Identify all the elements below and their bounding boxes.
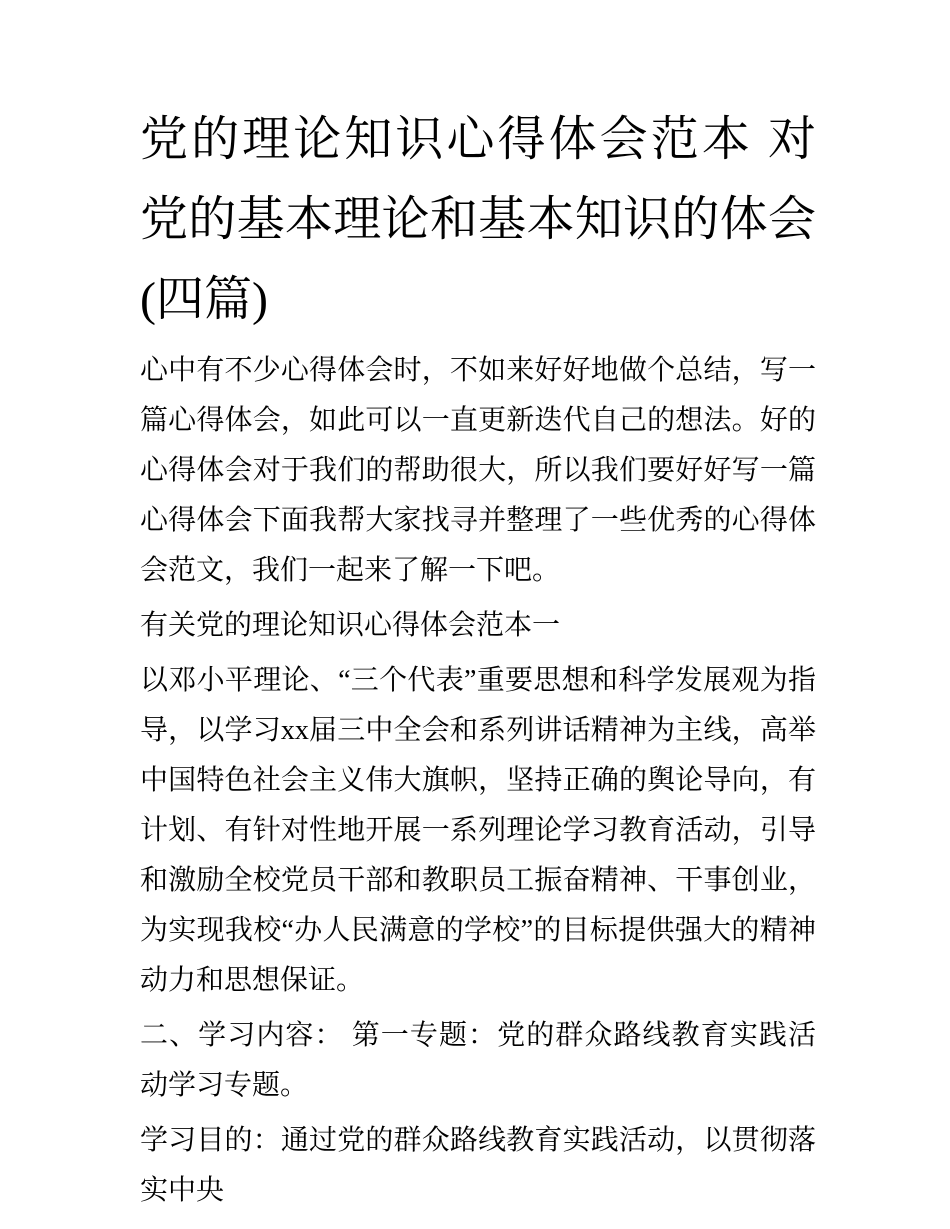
paragraph-study-purpose: 学习目的：通过党的群众路线教育实践活动，以贯彻落实中央 [140, 1125, 816, 1206]
paragraph-guiding-ideology: 以邓小平理论、“三个代表”重要思想和科学发展观为指导，以学习xx届三中全会和系列讲话精神为主线，高举中国特色社会主义伟大旗帜，坚持正确的舆论导向，有计划、有针对性地开展一系列理论学习教育活动，引导和激励全校党员干部和教职员工振奋精神、干事创业，为实现我校“办人民满意的学校”的目标提供强大的精神动力和思想保证。 [140, 665, 816, 996]
document-content [140, 0, 816, 1221]
paragraph-study-content: 二、学习内容： 第一专题：党的群众路线教育实践活动学习专题。 [140, 1020, 816, 1101]
document-title: 党的理论知识心得体会范本 对党的基本理论和基本知识的体会(四篇) [140, 113, 816, 326]
paragraph-intro: 心中有不少心得体会时，不如来好好地做个总结，写一篇心得体会，如此可以一直更新迭代自己的想法。好的心得体会对于我们的帮助很大，所以我们要好好写一篇心得体会下面我帮大家找寻并整理了一些优秀的心得体会范文，我们一起来了解一下吧。 [140, 355, 816, 586]
paragraph-section-heading: 有关党的理论知识心得体会范本一 [140, 610, 561, 641]
